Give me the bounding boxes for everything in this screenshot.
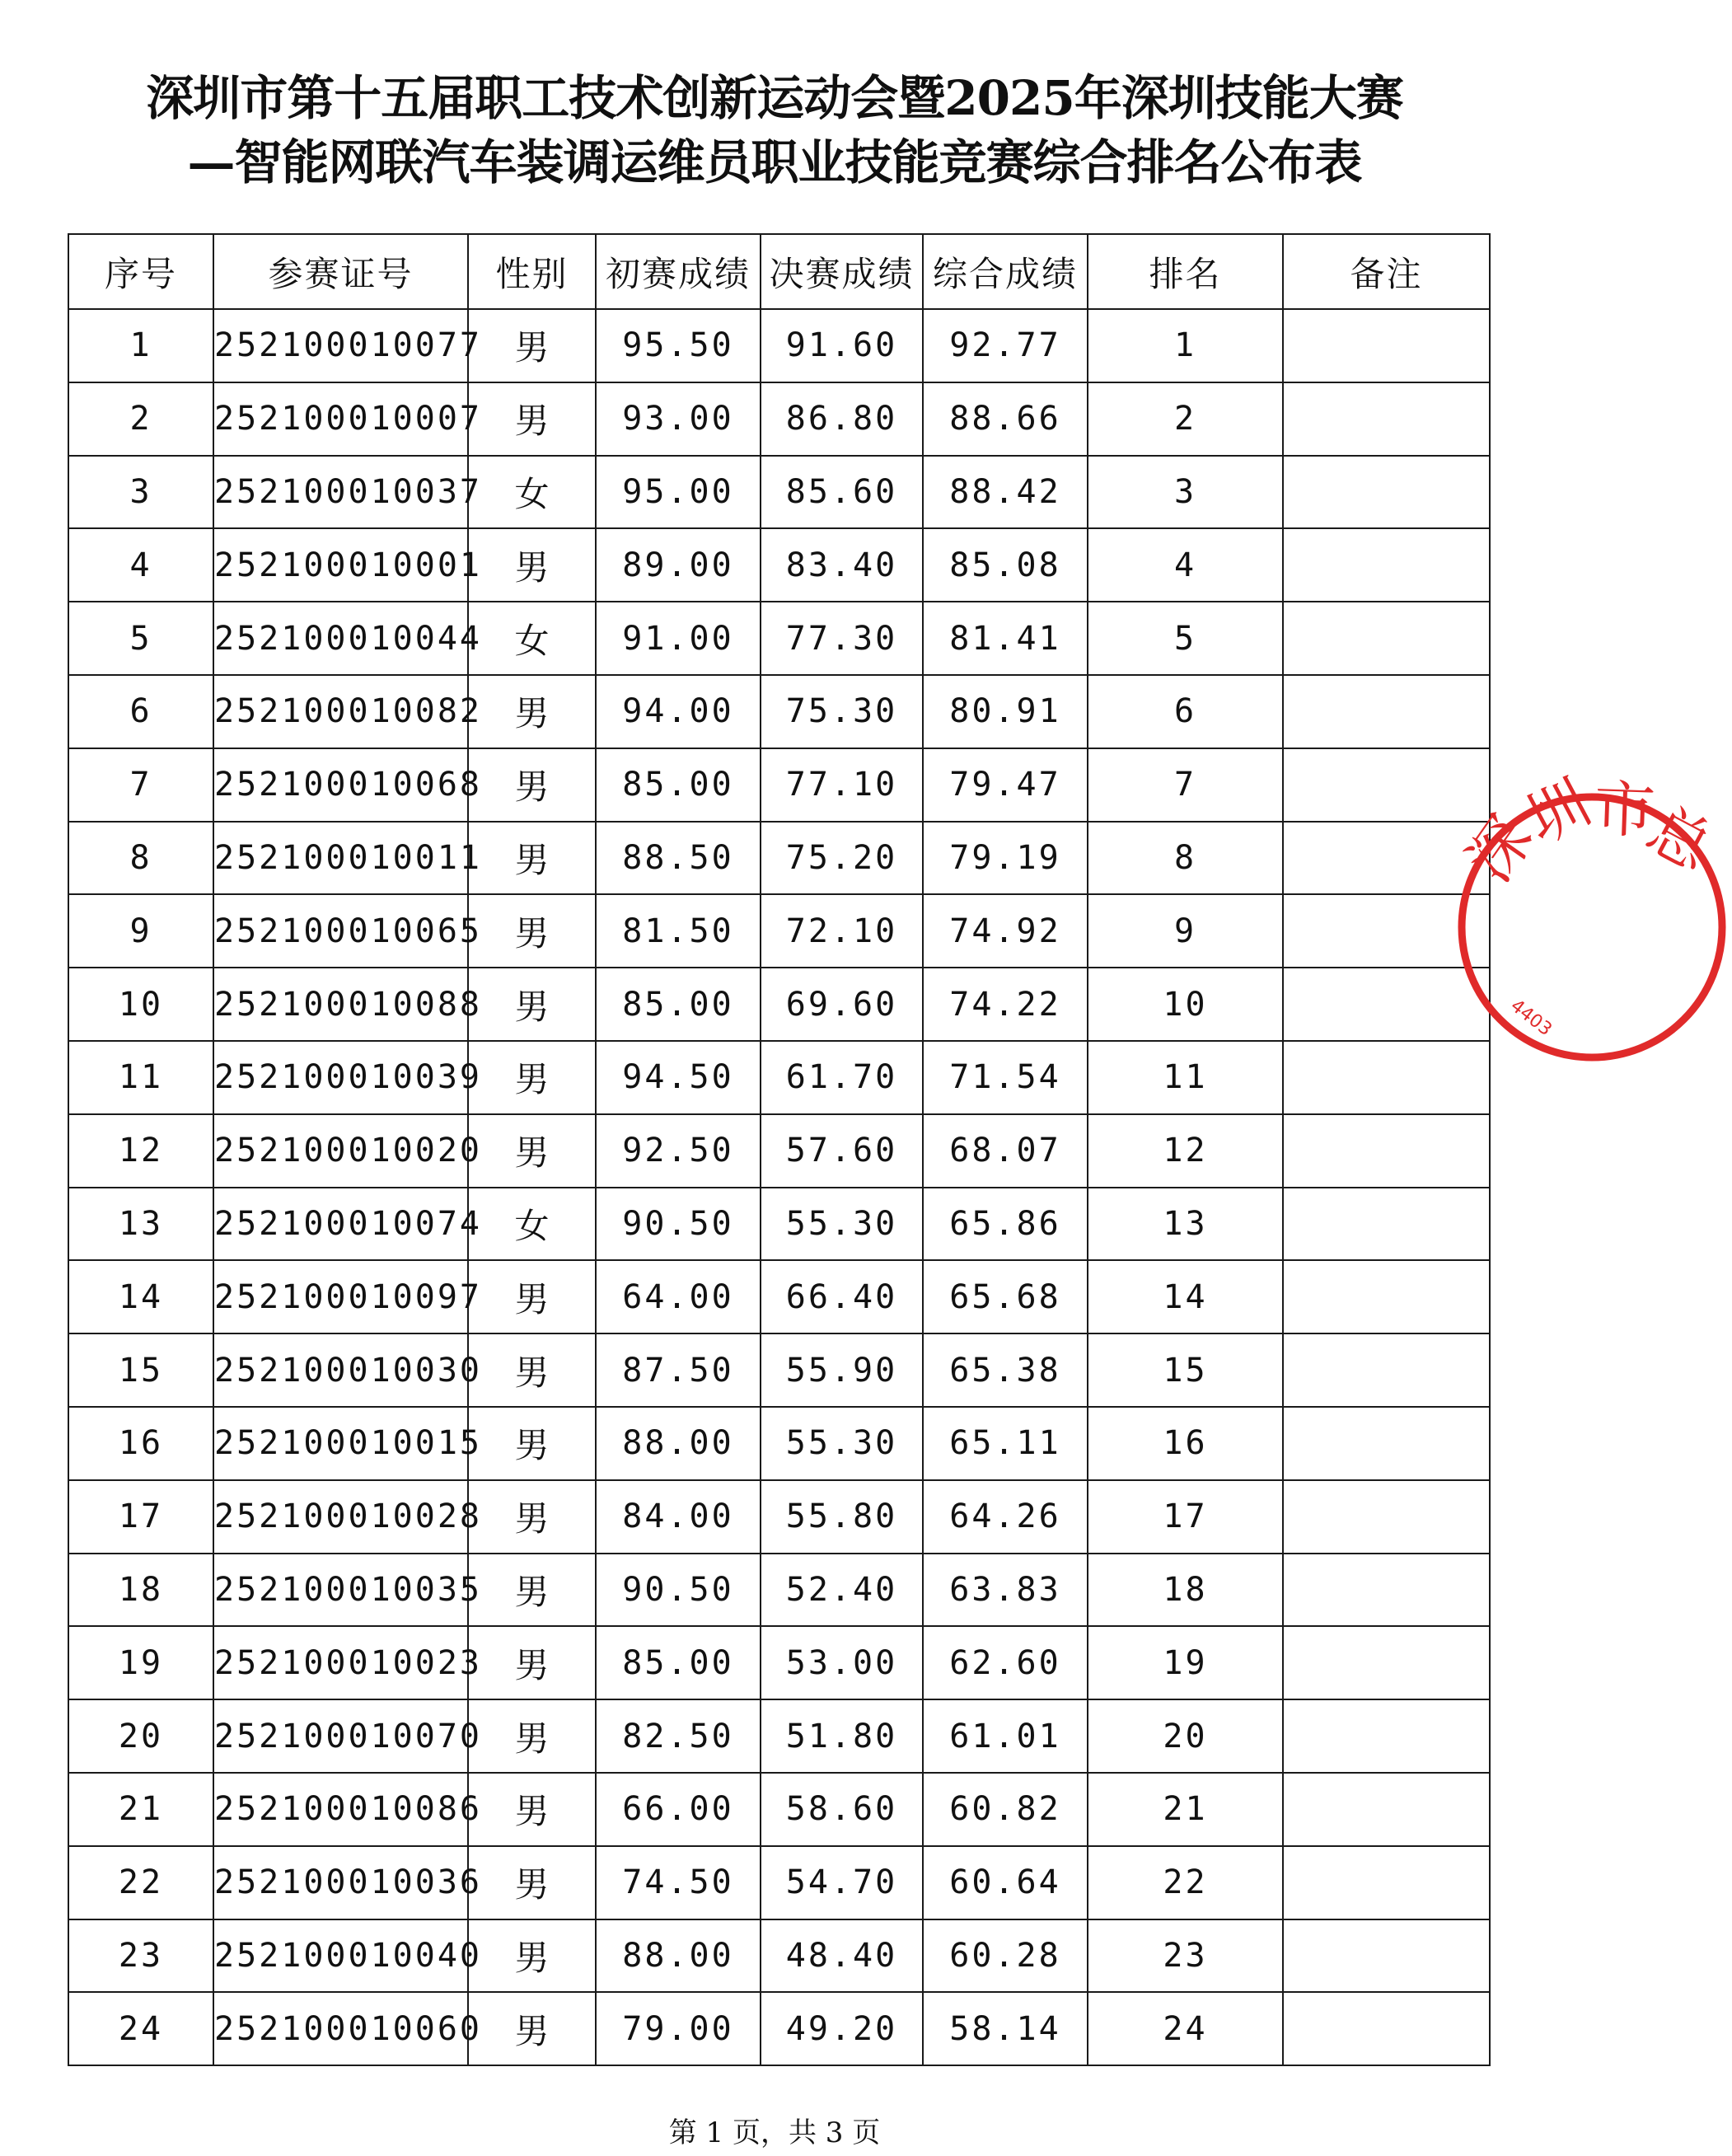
cell-final-score: 86.80 (761, 382, 923, 456)
cell-prelim-score: 92.50 (596, 1114, 761, 1188)
cell-final-score: 55.30 (761, 1407, 923, 1480)
cell-rank: 13 (1088, 1188, 1283, 1261)
cell-final-score: 55.30 (761, 1188, 923, 1261)
cell-seq: 22 (68, 1846, 213, 1919)
cell-final-score: 83.40 (761, 528, 923, 602)
cell-sex: 女 (468, 456, 596, 529)
cell-remark (1283, 528, 1490, 602)
table-row (68, 1846, 1490, 1919)
cell-total-score: 60.64 (923, 1846, 1088, 1919)
cell-cert-no: 252100010060 (213, 1992, 468, 2065)
cell-final-score: 51.80 (761, 1699, 923, 1773)
cell-remark (1283, 1919, 1490, 1993)
cell-seq: 3 (68, 456, 213, 529)
cell-seq: 5 (68, 602, 213, 675)
official-seal-stamp (1452, 766, 1732, 1067)
seal-char-2: 市 (1593, 774, 1657, 847)
cell-rank: 24 (1088, 1992, 1283, 2065)
cell-remark (1283, 456, 1490, 529)
cell-final-score: 91.60 (761, 309, 923, 382)
cell-prelim-score: 84.00 (596, 1480, 761, 1554)
cell-final-score: 85.60 (761, 456, 923, 529)
cell-seq: 18 (68, 1554, 213, 1627)
cell-sex: 男 (468, 528, 596, 602)
cell-remark (1283, 382, 1490, 456)
cell-cert-no: 252100010011 (213, 822, 468, 895)
cell-total-score: 79.19 (923, 822, 1088, 895)
cell-sex: 男 (468, 822, 596, 895)
header-prelim-score: 初赛成绩 (596, 234, 761, 309)
cell-seq: 7 (68, 748, 213, 822)
table-row (68, 1480, 1490, 1554)
cell-cert-no: 252100010028 (213, 1480, 468, 1554)
cell-seq: 17 (68, 1480, 213, 1554)
ranking-table (68, 233, 1491, 2066)
cell-total-score: 64.26 (923, 1480, 1088, 1554)
seal-char-3: 总 (1636, 793, 1724, 885)
cell-final-score: 54.70 (761, 1846, 923, 1919)
cell-remark (1283, 1260, 1490, 1333)
cell-seq: 16 (68, 1407, 213, 1480)
cell-sex: 男 (468, 894, 596, 968)
cell-total-score: 58.14 (923, 1992, 1088, 2065)
table-row (68, 309, 1490, 382)
cell-cert-no: 252100010068 (213, 748, 468, 822)
cell-remark (1283, 1699, 1490, 1773)
header-sex: 性别 (468, 234, 596, 309)
table-row (68, 894, 1490, 968)
cell-rank: 20 (1088, 1699, 1283, 1773)
cell-cert-no: 252100010023 (213, 1626, 468, 1699)
cell-final-score: 48.40 (761, 1919, 923, 1993)
cell-total-score: 61.01 (923, 1699, 1088, 1773)
cell-seq: 13 (68, 1188, 213, 1261)
table-row (68, 1260, 1490, 1333)
cell-total-score: 79.47 (923, 748, 1088, 822)
cell-total-score: 65.11 (923, 1407, 1088, 1480)
cell-seq: 10 (68, 968, 213, 1041)
cell-sex: 男 (468, 1846, 596, 1919)
cell-rank: 17 (1088, 1480, 1283, 1554)
cell-rank: 10 (1088, 968, 1283, 1041)
cell-seq: 21 (68, 1773, 213, 1846)
cell-final-score: 75.20 (761, 822, 923, 895)
cell-prelim-score: 90.50 (596, 1188, 761, 1261)
cell-total-score: 65.86 (923, 1188, 1088, 1261)
cell-sex: 男 (468, 382, 596, 456)
table-row (68, 528, 1490, 602)
cell-prelim-score: 85.00 (596, 1626, 761, 1699)
cell-seq: 8 (68, 822, 213, 895)
cell-sex: 男 (468, 675, 596, 748)
table-row (68, 748, 1490, 822)
header-remark: 备注 (1283, 234, 1490, 309)
cell-cert-no: 252100010044 (213, 602, 468, 675)
table-row (68, 1554, 1490, 1627)
cell-total-score: 65.38 (923, 1333, 1088, 1407)
cell-rank: 8 (1088, 822, 1283, 895)
table-row (68, 822, 1490, 895)
cell-cert-no: 252100010065 (213, 894, 468, 968)
table-row (68, 1992, 1490, 2065)
cell-sex: 男 (468, 1041, 596, 1114)
cell-prelim-score: 85.00 (596, 748, 761, 822)
cell-sex: 男 (468, 1407, 596, 1480)
cell-sex: 男 (468, 1554, 596, 1627)
table-row (68, 1333, 1490, 1407)
cell-remark (1283, 1773, 1490, 1846)
cell-rank: 12 (1088, 1114, 1283, 1188)
cell-cert-no: 252100010074 (213, 1188, 468, 1261)
cell-total-score: 88.42 (923, 456, 1088, 529)
cell-total-score: 74.22 (923, 968, 1088, 1041)
cell-final-score: 77.30 (761, 602, 923, 675)
cell-rank: 5 (1088, 602, 1283, 675)
cell-prelim-score: 81.50 (596, 894, 761, 968)
table-row (68, 675, 1490, 748)
cell-prelim-score: 74.50 (596, 1846, 761, 1919)
cell-seq: 19 (68, 1626, 213, 1699)
document-title-line1: 深圳市第十五届职工技术创新运动会暨2025年深圳技能大赛 (146, 70, 1403, 126)
cell-rank: 4 (1088, 528, 1283, 602)
cell-rank: 21 (1088, 1773, 1283, 1846)
cell-prelim-score: 88.00 (596, 1407, 761, 1480)
table-row (68, 1699, 1490, 1773)
cell-final-score: 55.90 (761, 1333, 923, 1407)
cell-rank: 6 (1088, 675, 1283, 748)
cell-remark (1283, 675, 1490, 748)
table-row (68, 456, 1490, 529)
table-row (68, 1919, 1490, 1993)
cell-sex: 女 (468, 1188, 596, 1261)
cell-rank: 7 (1088, 748, 1283, 822)
cell-sex: 男 (468, 309, 596, 382)
cell-rank: 22 (1088, 1846, 1283, 1919)
table-row (68, 1041, 1490, 1114)
cell-cert-no: 252100010035 (213, 1554, 468, 1627)
cell-remark (1283, 1407, 1490, 1480)
cell-remark (1283, 1114, 1490, 1188)
table-row (68, 1407, 1490, 1480)
cell-total-score: 80.91 (923, 675, 1088, 748)
cell-prelim-score: 94.50 (596, 1041, 761, 1114)
cell-prelim-score: 95.50 (596, 309, 761, 382)
cell-rank: 19 (1088, 1626, 1283, 1699)
cell-rank: 23 (1088, 1919, 1283, 1993)
header-rank: 排名 (1088, 234, 1283, 309)
cell-prelim-score: 89.00 (596, 528, 761, 602)
cell-cert-no: 252100010082 (213, 675, 468, 748)
table-row (68, 968, 1490, 1041)
cell-final-score: 77.10 (761, 748, 923, 822)
cell-seq: 4 (68, 528, 213, 602)
cell-remark (1283, 1188, 1490, 1261)
cell-cert-no: 252100010030 (213, 1333, 468, 1407)
cell-cert-no: 252100010036 (213, 1846, 468, 1919)
header-seq: 序号 (68, 234, 213, 309)
cell-final-score: 53.00 (761, 1626, 923, 1699)
cell-seq: 23 (68, 1919, 213, 1993)
cell-prelim-score: 88.50 (596, 822, 761, 895)
cell-final-score: 69.60 (761, 968, 923, 1041)
table-row (68, 1114, 1490, 1188)
seal-char-1: 圳 (1514, 766, 1602, 858)
cell-final-score: 61.70 (761, 1041, 923, 1114)
cell-prelim-score: 85.00 (596, 968, 761, 1041)
cell-total-score: 63.83 (923, 1554, 1088, 1627)
cell-total-score: 60.28 (923, 1919, 1088, 1993)
cell-sex: 男 (468, 1699, 596, 1773)
cell-seq: 15 (68, 1333, 213, 1407)
cell-rank: 16 (1088, 1407, 1283, 1480)
cell-sex: 男 (468, 1333, 596, 1407)
header-total-score: 综合成绩 (923, 234, 1088, 309)
cell-remark (1283, 309, 1490, 382)
header-cert-no: 参赛证号 (213, 234, 468, 309)
cell-prelim-score: 82.50 (596, 1699, 761, 1773)
cell-cert-no: 252100010070 (213, 1699, 468, 1773)
cell-cert-no: 252100010088 (213, 968, 468, 1041)
cell-prelim-score: 66.00 (596, 1773, 761, 1846)
page-footer: 第 1 页，共 3 页 (668, 2116, 881, 2149)
table-row (68, 602, 1490, 675)
cell-seq: 1 (68, 309, 213, 382)
cell-sex: 男 (468, 1260, 596, 1333)
table-header-row (68, 234, 1490, 309)
cell-cert-no: 252100010039 (213, 1041, 468, 1114)
cell-rank: 11 (1088, 1041, 1283, 1114)
cell-seq: 20 (68, 1699, 213, 1773)
cell-total-score: 65.68 (923, 1260, 1088, 1333)
cell-sex: 男 (468, 748, 596, 822)
cell-prelim-score: 90.50 (596, 1554, 761, 1627)
cell-total-score: 71.54 (923, 1041, 1088, 1114)
cell-total-score: 81.41 (923, 602, 1088, 675)
cell-cert-no: 252100010007 (213, 382, 468, 456)
cell-seq: 24 (68, 1992, 213, 2065)
cell-rank: 14 (1088, 1260, 1283, 1333)
table-row (68, 1188, 1490, 1261)
cell-cert-no: 252100010077 (213, 309, 468, 382)
cell-total-score: 60.82 (923, 1773, 1088, 1846)
cell-prelim-score: 91.00 (596, 602, 761, 675)
cell-sex: 女 (468, 602, 596, 675)
cell-rank: 15 (1088, 1333, 1283, 1407)
cell-seq: 6 (68, 675, 213, 748)
cell-final-score: 72.10 (761, 894, 923, 968)
seal-code: 4403 (1506, 996, 1556, 1041)
cell-final-score: 66.40 (761, 1260, 923, 1333)
cell-seq: 2 (68, 382, 213, 456)
cell-prelim-score: 87.50 (596, 1333, 761, 1407)
cell-sex: 男 (468, 1114, 596, 1188)
cell-total-score: 74.92 (923, 894, 1088, 968)
cell-final-score: 57.60 (761, 1114, 923, 1188)
cell-final-score: 52.40 (761, 1554, 923, 1627)
cell-prelim-score: 95.00 (596, 456, 761, 529)
cell-seq: 14 (68, 1260, 213, 1333)
cell-total-score: 92.77 (923, 309, 1088, 382)
cell-sex: 男 (468, 1626, 596, 1699)
seal-char-0: 深 (1453, 804, 1547, 895)
cell-rank: 1 (1088, 309, 1283, 382)
cell-total-score: 85.08 (923, 528, 1088, 602)
cell-sex: 男 (468, 968, 596, 1041)
cell-remark (1283, 1480, 1490, 1554)
cell-sex: 男 (468, 1773, 596, 1846)
cell-prelim-score: 94.00 (596, 675, 761, 748)
cell-total-score: 68.07 (923, 1114, 1088, 1188)
cell-total-score: 88.66 (923, 382, 1088, 456)
cell-remark (1283, 1333, 1490, 1407)
cell-rank: 9 (1088, 894, 1283, 968)
cell-cert-no: 252100010020 (213, 1114, 468, 1188)
cell-final-score: 55.80 (761, 1480, 923, 1554)
cell-seq: 11 (68, 1041, 213, 1114)
header-final-score: 决赛成绩 (761, 234, 923, 309)
document-title-line2: —智能网联汽车装调运维员职业技能竞赛综合排名公布表 (187, 134, 1362, 190)
cell-remark (1283, 1554, 1490, 1627)
cell-cert-no: 252100010037 (213, 456, 468, 529)
cell-remark (1283, 1846, 1490, 1919)
table-row (68, 382, 1490, 456)
cell-sex: 男 (468, 1992, 596, 2065)
cell-rank: 18 (1088, 1554, 1283, 1627)
cell-cert-no: 252100010001 (213, 528, 468, 602)
cell-cert-no: 252100010040 (213, 1919, 468, 1993)
table-row (68, 1773, 1490, 1846)
cell-final-score: 58.60 (761, 1773, 923, 1846)
cell-seq: 9 (68, 894, 213, 968)
cell-sex: 男 (468, 1480, 596, 1554)
cell-cert-no: 252100010086 (213, 1773, 468, 1846)
cell-prelim-score: 93.00 (596, 382, 761, 456)
cell-remark (1283, 602, 1490, 675)
cell-prelim-score: 88.00 (596, 1919, 761, 1993)
cell-rank: 3 (1088, 456, 1283, 529)
cell-prelim-score: 64.00 (596, 1260, 761, 1333)
cell-seq: 12 (68, 1114, 213, 1188)
cell-total-score: 62.60 (923, 1626, 1088, 1699)
cell-remark (1283, 1992, 1490, 2065)
cell-rank: 2 (1088, 382, 1283, 456)
cell-sex: 男 (468, 1919, 596, 1993)
cell-remark (1283, 1626, 1490, 1699)
cell-cert-no: 252100010097 (213, 1260, 468, 1333)
table-row (68, 1626, 1490, 1699)
cell-prelim-score: 79.00 (596, 1992, 761, 2065)
cell-final-score: 75.30 (761, 675, 923, 748)
cell-final-score: 49.20 (761, 1992, 923, 2065)
cell-cert-no: 252100010015 (213, 1407, 468, 1480)
